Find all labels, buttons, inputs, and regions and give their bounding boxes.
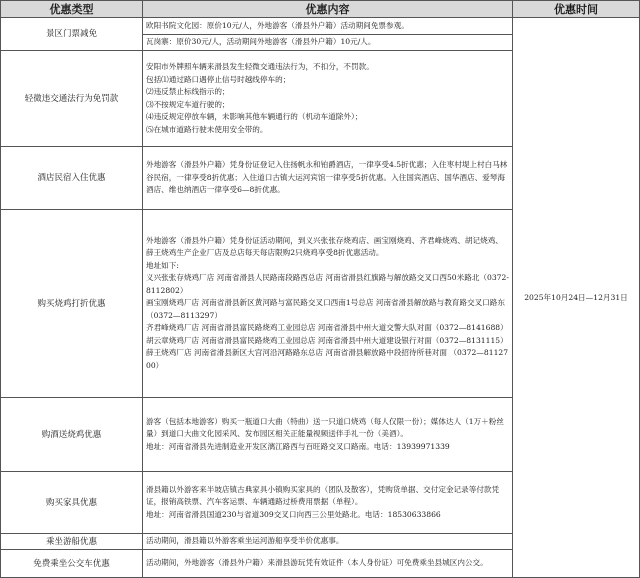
row-type: 购买烧鸡打折优惠 [1,210,143,398]
content-line: 地址：河南省滑县国道230与省道309交叉口向西三公里处路北。电话：18530633866 [146,509,441,519]
row-content [143,51,513,147]
content-line: 薛王烧鸡厂店 河南省滑县新区大宫河沿河路路东总店 河南省滑县解放路中段招待所巷对面 （0372—8112700） [146,348,509,370]
content-line: ⑵违反禁止标线指示的； [146,87,230,96]
content-line: 义兴张张存烧鸡厂店 河南省滑县人民路南段路西总店 河南省滑县红旗路与解放路交叉口西50米路北（0372-8112802） [146,273,509,295]
content-line: 地址如下: [146,260,179,270]
row-content [143,534,513,550]
promo-period: 2025年10月24日—12月31日 [513,18,640,578]
row-content [143,147,513,210]
table-row [1,18,640,35]
row-type: 酒店民宿入住优惠 [1,147,143,210]
row-content [143,210,513,398]
content-line: 齐君峰烧鸡厂店 河南省滑县富民路烧鸡工业园总店 河南省滑县中州大道交警大队对面（0372—8141688） [146,323,508,333]
content-line: 瓦岗寨：原价30元/人，活动期间外地游客（滑县外户籍）10元/人。 [146,37,376,47]
row-type: 免费乘坐公交车优惠 [1,550,143,578]
content-line: 胡云章烧鸡厂店 河南省滑县富民路烧鸡工业园总店 河南省滑县中州大道建设银行对面（0372—8131115） [146,335,508,345]
row-type: 景区门票减免 [1,18,143,51]
content-line: ⑷违反规定停放车辆，未影响其他车辆通行的（机动车道除外）； [146,112,363,121]
row-content [143,472,513,534]
content-line: 画宝刚烧鸡厂店 河南省滑县新区黄河路与富民路交叉口西南1号总店 河南省滑县解放路与教育路交叉口路东（0372—8113297） [146,298,505,320]
row-content [143,35,513,51]
row-type: 乘坐游船优惠 [1,534,143,550]
content-line: 滑县籍以外游客来半坡店镇古典家具小镇购买家具的（团队及散客），凭购货单据、交付定金记录等付款凭证，报销高铁票、汽车客运票、车辆通路过桥费用票据（单程）。 [146,484,500,507]
row-type: 购买家具优惠 [1,472,143,534]
row-type: 购酒送烧鸡优惠 [1,398,143,472]
row-content [143,398,513,472]
content-line: ⑶不按规定车道行驶的； [146,99,230,109]
header-content: 优惠内容 [143,1,513,18]
content-line: 活动期间，外地游客（滑县外户籍）来滑县游玩凭有效证件（本人身份证）可免费乘坐县城区内公交。 [146,558,488,568]
row-type: 轻微违交通法行为免罚款 [1,51,143,147]
content-line: 包括⑴通过路口遇停止信号时越线停车的； [146,74,291,84]
content-line: 外地游客（滑县外户籍）凭身份证登记入住扬帆永和铂爵酒店，一律享受4.5折优惠；入住枣村堤上村白马林谷民宿，一律享受8折优惠；入住道口古镇大运河宾馆一律享受5折优惠。入住国宾酒店、国华酒店、爱琴海酒店、维也纳酒店一律享受6—8折优惠。 [146,160,508,195]
header-time: 优惠时间 [513,1,640,18]
content-line: 欧阳书院文化园：原价10元/人，外地游客（滑县外户籍）活动期间免票参观。 [146,20,409,30]
content-line: 游客（包括本地游客）购买一瓶道口大曲（特曲）送一只道口烧鸡（每人仅限一份）；媒体达人（1万＋粉丝量）到道口大曲文化园采风、发布园区相关正能量视频送伴手礼一份（美酒）。 [146,416,504,439]
content-line: 地址：河南省滑县先进制造业开发区漓江路西与百旺路交叉口路南。电话：13939971339 [146,441,450,451]
content-line: 外地游客（滑县外户籍）凭身份证活动期间，到义兴张张存烧鸡店、画宝刚烧鸡、齐君峰烧鸡、胡记烧鸡、薛王烧鸡生产企业厂店及总店每天每店限购2只烧鸡享受8折优惠活动。 [146,235,503,258]
row-content [143,18,513,35]
header-type: 优惠类型 [1,1,143,18]
header-row [1,1,640,18]
content-line: 活动期间，滑县籍以外游客乘坐运河游船享受半价优惠事。 [146,536,344,546]
content-line: ⑸在城市道路行驶未使用安全带的。 [146,124,268,134]
content-line: 安阳市外牌照车辆来滑县发生轻微交通违法行为，不扣分，不罚款。 [146,62,374,71]
row-content [143,550,513,578]
